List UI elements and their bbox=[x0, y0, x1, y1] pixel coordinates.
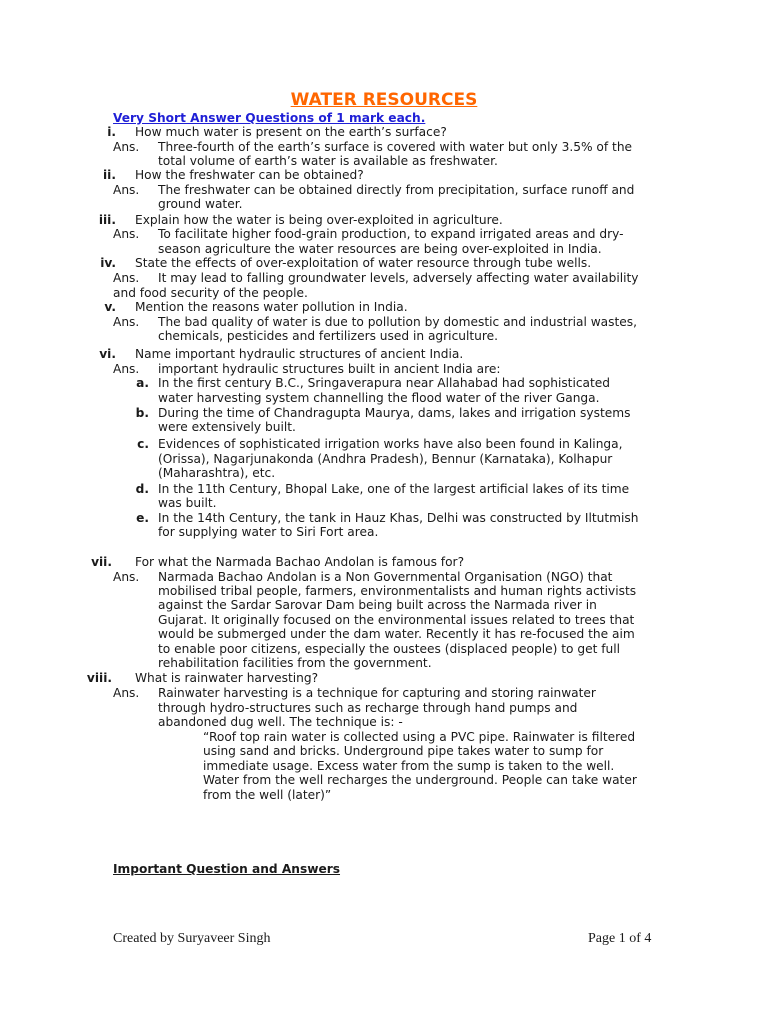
list-item-letter: c. bbox=[137, 437, 149, 451]
answer-line: season agriculture the water resources are being over-exploited in India. bbox=[158, 242, 602, 256]
section-subheading: Very Short Answer Questions of 1 mark each. bbox=[113, 111, 426, 125]
answer-line: and food security of the people. bbox=[113, 286, 308, 300]
answer-label: Ans. bbox=[113, 315, 140, 329]
question-text: For what the Narmada Bachao Andolan is famous for? bbox=[135, 555, 465, 569]
answer-line: through hydro-structures such as recharge through hand pumps and bbox=[158, 701, 578, 715]
answer-line: Narmada Bachao Andolan is a Non Governmental Organisation (NGO) that bbox=[158, 570, 613, 584]
answer-line: total volume of earth’s water is available as freshwater. bbox=[158, 154, 498, 168]
list-item-line: were extensively built. bbox=[158, 420, 296, 434]
answer-line: Rainwater harvesting is a technique for capturing and storing rainwater bbox=[158, 686, 596, 700]
quote-line: from the well (later)” bbox=[203, 788, 332, 802]
answer-label: Ans. bbox=[113, 140, 140, 154]
answer-line: The freshwater can be obtained directly from precipitation, surface runoff and bbox=[158, 183, 635, 197]
question-text: What is rainwater harvesting? bbox=[135, 671, 319, 685]
answer-line: would be submerged under the dam water. Recently it has re-focused the aim bbox=[158, 627, 635, 641]
list-item-letter: a. bbox=[136, 376, 149, 390]
list-item-line: was built. bbox=[158, 496, 217, 510]
answer-label: Ans. bbox=[113, 183, 140, 197]
list-item-letter: e. bbox=[136, 511, 149, 525]
question-text: Mention the reasons water pollution in India. bbox=[135, 300, 408, 314]
list-item-line: During the time of Chandragupta Maurya, dams, lakes and irrigation systems bbox=[158, 406, 631, 420]
list-item-letter: b. bbox=[135, 406, 149, 420]
quote-line: “Roof top rain water is collected using a PVC pipe. Rainwater is filtered bbox=[203, 730, 636, 744]
answer-line: abandoned dug well. The technique is: - bbox=[158, 715, 403, 729]
question-number: v. bbox=[104, 300, 116, 314]
quote-line: using sand and bricks. Underground pipe takes water to sump for bbox=[203, 744, 604, 758]
answer-label: Ans. bbox=[113, 227, 140, 241]
answer-label: Ans. bbox=[113, 686, 140, 700]
answer-line: mobilised tribal people, farmers, environmentalists and human rights activists bbox=[158, 584, 637, 598]
answer-line: to enable poor citizens, especially the oustees (displaced people) to get full bbox=[158, 642, 621, 656]
answer-line: against the Sardar Sarovar Dam being built across the Narmada river in bbox=[158, 598, 597, 612]
question-text: Explain how the water is being over-exploited in agriculture. bbox=[135, 213, 503, 227]
quote-line: immediate usage. Excess water from the sump is taken to the well. bbox=[203, 759, 615, 773]
question-number: vi. bbox=[99, 347, 116, 361]
list-item-line: for supplying water to Siri Fort area. bbox=[158, 525, 379, 539]
question-number: ii. bbox=[103, 168, 116, 182]
list-item-line: In the 11th Century, Bhopal Lake, one of the largest artificial lakes of its time bbox=[158, 482, 630, 496]
list-item-line: In the 14th Century, the tank in Hauz Khas, Delhi was constructed by Iltutmish bbox=[158, 511, 639, 525]
answer-label: Ans. bbox=[113, 362, 140, 376]
answer-line: Three-fourth of the earth’s surface is covered with water but only 3.5% of the bbox=[158, 140, 633, 154]
footer-author: Created by Suryaveer Singh bbox=[113, 931, 271, 946]
page-title: WATER RESOURCES bbox=[290, 90, 478, 110]
answer-label: Ans. bbox=[113, 570, 140, 584]
question-text: How much water is present on the earth’s surface? bbox=[135, 125, 447, 139]
answer-line: ground water. bbox=[158, 197, 243, 211]
answer-line: The bad quality of water is due to pollution by domestic and industrial wastes, bbox=[158, 315, 637, 329]
answer-label: Ans. bbox=[113, 271, 140, 285]
quote-line: Water from the well recharges the underground. People can take water bbox=[203, 773, 637, 787]
answer-line: To facilitate higher food-grain production, to expand irrigated areas and dry- bbox=[158, 227, 624, 241]
list-item-line: (Maharashtra), etc. bbox=[158, 466, 276, 480]
question-text: How the freshwater can be obtained? bbox=[135, 168, 364, 182]
question-number: viii. bbox=[86, 671, 112, 685]
answer-line: Gujarat. It originally focused on the environmental issues related to trees that bbox=[158, 613, 635, 627]
question-text: State the effects of over-exploitation of water resource through tube wells. bbox=[135, 256, 592, 270]
section-heading: Important Question and Answers bbox=[113, 862, 341, 876]
answer-line: rehabilitation facilities from the government. bbox=[158, 656, 432, 670]
question-number: iii. bbox=[98, 213, 116, 227]
list-item-line: water harvesting system channelling the flood water of the river Ganga. bbox=[158, 391, 600, 405]
question-number: i. bbox=[107, 125, 116, 139]
list-item-line: In the first century B.C., Sringaverapura near Allahabad had sophisticated bbox=[158, 376, 611, 390]
answer-line: chemicals, pesticides and fertilizers used in agriculture. bbox=[158, 329, 498, 343]
list-item-line: (Orissa), Nagarjunakonda (Andhra Pradesh), Bennur (Karnataka), Kolhapur bbox=[158, 452, 613, 466]
list-item-line: Evidences of sophisticated irrigation works have also been found in Kalinga, bbox=[158, 437, 623, 451]
list-item-letter: d. bbox=[135, 482, 149, 496]
footer-page-number: Page 1 of 4 bbox=[588, 931, 652, 946]
answer-line: It may lead to falling groundwater levels, adversely affecting water availability bbox=[158, 271, 639, 285]
question-number: iv. bbox=[100, 256, 116, 270]
question-text: Name important hydraulic structures of ancient India. bbox=[135, 347, 464, 361]
answer-line: important hydraulic structures built in ancient India are: bbox=[158, 362, 501, 376]
question-number: vii. bbox=[91, 555, 112, 569]
